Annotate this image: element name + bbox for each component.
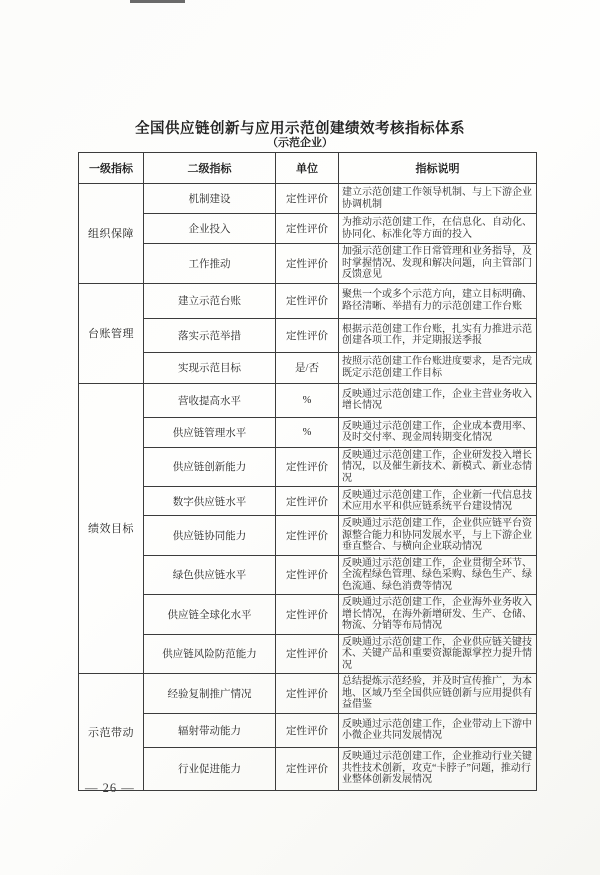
page-subtitle: （示范企业）	[267, 137, 333, 149]
unit-cell: %	[276, 383, 339, 417]
unit-cell: 定性评价	[276, 447, 339, 487]
level2-cell: 供应链全球化水平	[144, 595, 276, 635]
scan-artifact	[130, 0, 185, 3]
description-cell: 根据示范创建工作台账，扎实有力推进示范创建各项工作，并定期报送季报	[339, 318, 537, 352]
level2-cell: 落实示范举措	[144, 318, 276, 352]
table-row	[79, 447, 537, 487]
level2-cell: 工作推动	[144, 244, 276, 284]
table-row	[79, 595, 537, 635]
level2-cell: 数字供应链水平	[144, 487, 276, 516]
table-header-row	[79, 153, 537, 184]
description-cell: 反映通过示范创建工作，企业带动上下游中小微企业共同发展情况	[339, 713, 537, 747]
unit-cell: 定性评价	[276, 674, 339, 714]
table-row	[79, 318, 537, 352]
unit-cell: 定性评价	[276, 184, 339, 214]
header-unit: 单位	[276, 153, 339, 184]
unit-cell: 定性评价	[276, 244, 339, 284]
level1-cell: 示范带动	[79, 674, 144, 791]
description-cell: 反映通过示范创建工作，企业贯彻全环节、全流程绿色管理、绿色采购、绿色生产、绿色流通、绿色消费等情况	[339, 555, 537, 595]
level2-cell: 营收提高水平	[144, 383, 276, 417]
description-cell: 建立示范创建工作领导机制、与上下游企业协调机制	[339, 184, 537, 214]
unit-cell: 是/否	[276, 352, 339, 383]
table-row	[79, 383, 537, 417]
level2-cell: 供应链创新能力	[144, 447, 276, 487]
indicator-table	[78, 152, 537, 791]
unit-cell: 定性评价	[276, 555, 339, 595]
description-cell: 聚焦一个或多个示范方向，建立目标明确、路径清晰、举措有力的示范创建工作台账	[339, 283, 537, 318]
description-cell: 反映通过示范创建工作，企业主营业务收入增长情况	[339, 383, 537, 417]
level2-cell: 建立示范台账	[144, 283, 276, 318]
description-cell: 反映通过示范创建工作，企业供应链关键技术、关键产品和重要资源能源掌控力提升情况	[339, 634, 537, 674]
description-cell: 按照示范创建工作台账进度要求，是否完成既定示范创建工作目标	[339, 352, 537, 383]
unit-cell: 定性评价	[276, 595, 339, 635]
table-row	[79, 516, 537, 556]
table-row	[79, 417, 537, 447]
table-row	[79, 555, 537, 595]
level2-cell: 企业投入	[144, 214, 276, 244]
description-cell: 反映通过示范创建工作，企业供应链平台资源整合能力和协同发展水平，与上下游企业垂直整合、与横向企业联动情况	[339, 516, 537, 556]
description-cell: 反映通过示范创建工作，企业研发投入增长情况，以及催生新技术、新模式、新业态情况	[339, 447, 537, 487]
unit-cell: 定性评价	[276, 516, 339, 556]
level2-cell: 经验复制推广情况	[144, 674, 276, 714]
description-cell: 总结提炼示范经验，并及时宣传推广，为本地、区域乃至全国供应链创新与应用提供有益借鉴	[339, 674, 537, 714]
table-row	[79, 674, 537, 714]
table-row	[79, 747, 537, 790]
table-row	[79, 184, 537, 214]
level2-cell: 供应链风险防范能力	[144, 634, 276, 674]
table-row	[79, 713, 537, 747]
table-row	[79, 352, 537, 383]
unit-cell: 定性评价	[276, 214, 339, 244]
header-level2: 二级指标	[144, 153, 276, 184]
description-cell: 反映通过示范创建工作，企业推动行业关键共性技术创新，攻克“卡脖子”问题，推动行业整体创新发展情况	[339, 747, 537, 790]
level1-cell: 组织保障	[79, 184, 144, 284]
table-row	[79, 283, 537, 318]
unit-cell: 定性评价	[276, 487, 339, 516]
table-row	[79, 487, 537, 516]
description-cell: 加强示范创建工作日常管理和业务指导，及时掌握情况、发现和解决问题，向主管部门反馈意见	[339, 244, 537, 284]
header-level1: 一级指标	[79, 153, 144, 184]
unit-cell: 定性评价	[276, 634, 339, 674]
description-cell: 反映通过示范创建工作，企业新一代信息技术应用水平和供应链系统平台建设情况	[339, 487, 537, 516]
unit-cell: %	[276, 417, 339, 447]
table-row	[79, 214, 537, 244]
description-cell: 反映通过示范创建工作，企业成本费用率、及时交付率、现金周转期变化情况	[339, 417, 537, 447]
level2-cell: 供应链协同能力	[144, 516, 276, 556]
level2-cell: 绿色供应链水平	[144, 555, 276, 595]
table-row	[79, 244, 537, 284]
level2-cell: 实现示范目标	[144, 352, 276, 383]
page-number: — 26 —	[85, 781, 135, 795]
unit-cell: 定性评价	[276, 318, 339, 352]
level2-cell: 行业促进能力	[144, 747, 276, 790]
level1-cell: 绩效目标	[79, 383, 144, 674]
level2-cell: 辐射带动能力	[144, 713, 276, 747]
description-cell: 为推动示范创建工作，在信息化、自动化、协同化、标准化等方面的投入	[339, 214, 537, 244]
unit-cell: 定性评价	[276, 747, 339, 790]
description-cell: 反映通过示范创建工作，企业海外业务收入增长情况，在海外新增研发、生产、仓储、物流、分销等布局情况	[339, 595, 537, 635]
level2-cell: 机制建设	[144, 184, 276, 214]
level1-cell: 台账管理	[79, 283, 144, 383]
unit-cell: 定性评价	[276, 713, 339, 747]
page-title: 全国供应链创新与应用示范创建绩效考核指标体系	[135, 121, 465, 137]
table-row	[79, 634, 537, 674]
header-description: 指标说明	[339, 153, 537, 184]
level2-cell: 供应链管理水平	[144, 417, 276, 447]
unit-cell: 定性评价	[276, 283, 339, 318]
